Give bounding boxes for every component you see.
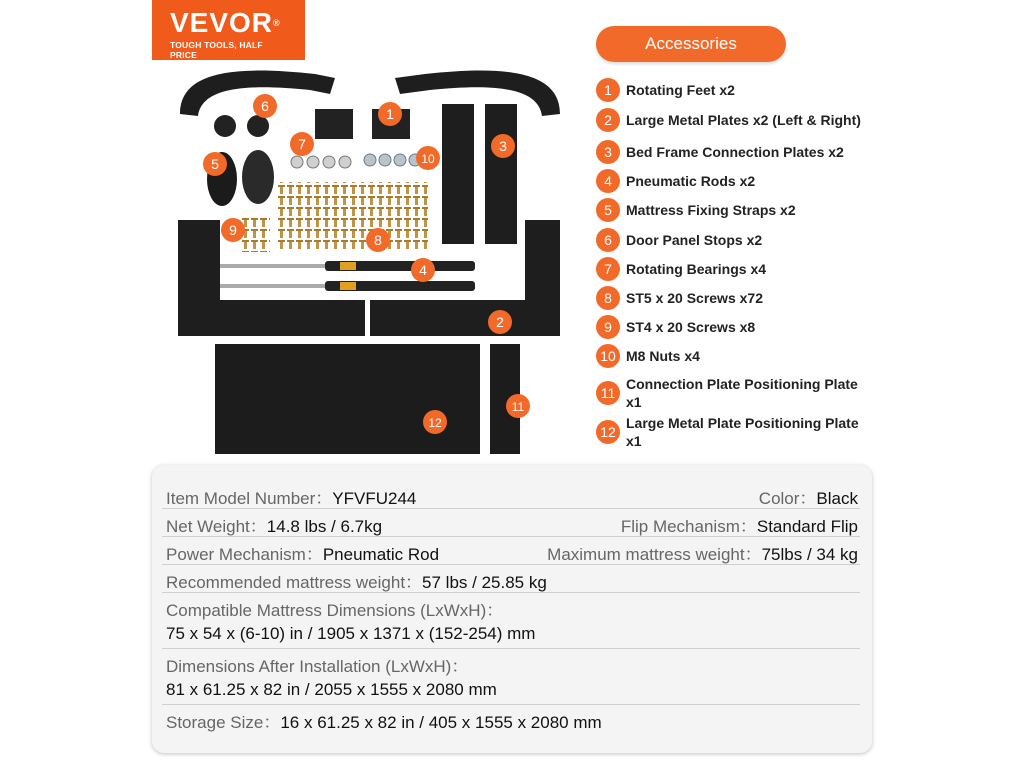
accessory-item — [596, 78, 866, 102]
accessory-item — [596, 108, 866, 132]
spec-key: Color： — [758, 489, 817, 508]
vevor-logo — [152, 0, 305, 60]
spec-card — [152, 465, 872, 753]
logo-tagline: TOUGH TOOLS, HALF PRICE — [170, 40, 263, 60]
registered-mark: ® — [273, 18, 281, 28]
accessory-label: Large Metal Plates x2 (Left & Right) — [626, 112, 861, 128]
accessory-item — [596, 257, 866, 281]
spec-value: Black — [816, 489, 858, 508]
accessory-number: 5 — [596, 198, 620, 222]
accessory-item — [596, 375, 866, 411]
accessory-label: Rotating Bearings x4 — [626, 261, 767, 277]
accessory-label: Large Metal Plate Positioning Plate x1 — [626, 415, 859, 449]
accessory-number: 6 — [596, 228, 620, 252]
divider — [162, 536, 860, 537]
spec-key: Maximum mattress weight： — [547, 545, 762, 564]
accessories-title: Accessories — [596, 26, 786, 62]
large-positioning-plate — [215, 344, 480, 454]
foot-bracket-left — [315, 109, 353, 139]
spec-key: Storage Size： — [166, 713, 281, 732]
accessory-number: 8 — [596, 286, 620, 310]
spec-row-recommended-weight — [166, 568, 858, 593]
spec-row-weight — [166, 512, 858, 537]
spec-value: 81 x 61.25 x 82 in / 2055 x 1555 x 2080 mm — [166, 680, 497, 699]
accessory-item — [596, 140, 866, 164]
spec-key: Flip Mechanism： — [620, 517, 757, 536]
accessory-number: 4 — [596, 169, 620, 193]
spec-key: Item Model Number： — [166, 489, 333, 508]
spec-row-compatible-key — [166, 596, 858, 621]
bearings — [291, 156, 351, 168]
pneumatic-rods — [220, 261, 475, 291]
screws-st5 — [278, 182, 428, 250]
accessory-label: ST5 x 20 Screws x72 — [626, 290, 763, 306]
spec-row-compatible-value — [166, 624, 858, 644]
spec-value: 14.8 lbs / 6.7kg — [266, 517, 383, 536]
spec-value: Pneumatic Rod — [322, 545, 440, 564]
divider — [162, 508, 860, 509]
accessory-number: 11 — [596, 381, 620, 405]
accessory-label: M8 Nuts x4 — [626, 348, 700, 364]
divider — [162, 648, 860, 649]
accessory-number: 3 — [596, 140, 620, 164]
spec-value: 75lbs / 34 kg — [761, 545, 858, 564]
spec-value: YFVFU244 — [332, 489, 417, 508]
svg-text:8: 8 — [374, 232, 382, 248]
svg-text:11: 11 — [511, 400, 525, 414]
spec-key: Power Mechanism： — [166, 545, 323, 564]
accessory-label: Door Panel Stops x2 — [626, 232, 763, 248]
svg-text:10: 10 — [421, 152, 435, 166]
accessory-number: 1 — [596, 78, 620, 102]
connection-plate-right — [485, 104, 517, 244]
door-stop-right — [247, 115, 269, 137]
spec-key: Recommended mattress weight： — [166, 573, 423, 592]
svg-text:12: 12 — [428, 416, 442, 430]
spec-value: 57 lbs / 25.85 kg — [422, 573, 547, 592]
accessory-item — [596, 286, 866, 310]
accessory-label: ST4 x 20 Screws x8 — [626, 319, 756, 335]
accessory-item — [596, 414, 866, 450]
accessory-number: 2 — [596, 108, 620, 132]
accessory-item — [596, 198, 866, 222]
spec-row-storage — [166, 708, 858, 733]
spec-value: 16 x 61.25 x 82 in / 405 x 1555 x 2080 mm — [280, 713, 602, 732]
accessory-item — [596, 315, 866, 339]
screws-st4 — [240, 216, 270, 252]
rotating-foot-right — [395, 71, 560, 116]
spec-key: Compatible Mattress Dimensions (LxWxH)： — [166, 601, 504, 620]
accessory-label: Mattress Fixing Straps x2 — [626, 202, 796, 218]
divider — [162, 592, 860, 593]
spec-key: Dimensions After Installation (LxWxH)： — [166, 657, 469, 676]
accessory-label: Connection Plate Positioning Plate x1 — [626, 376, 858, 410]
accessory-number: 9 — [596, 315, 620, 339]
accessory-label: Pneumatic Rods x2 — [626, 173, 756, 189]
spec-row-power — [166, 540, 858, 565]
accessory-label: Rotating Feet x2 — [626, 82, 735, 98]
svg-text:1: 1 — [386, 106, 394, 122]
spec-row-installed-value — [166, 680, 858, 700]
accessory-item — [596, 228, 866, 252]
spec-row-installed-key — [166, 652, 858, 677]
accessory-number: 10 — [596, 344, 620, 368]
spec-value: 75 x 54 x (6-10) in / 1905 x 1371 x (152-254) mm — [166, 624, 536, 643]
svg-text:7: 7 — [298, 136, 306, 152]
accessory-label: Bed Frame Connection Plates x2 — [626, 144, 844, 160]
svg-text:5: 5 — [211, 156, 219, 172]
divider — [162, 564, 860, 565]
strap-right — [242, 150, 274, 204]
connection-plate-left — [442, 104, 474, 244]
divider — [162, 704, 860, 705]
nuts — [364, 154, 421, 166]
accessory-item — [596, 169, 866, 193]
svg-text:4: 4 — [419, 262, 427, 278]
svg-text:6: 6 — [261, 98, 269, 114]
spec-key: Net Weight： — [166, 517, 267, 536]
svg-text:9: 9 — [229, 222, 237, 238]
logo-brand: VEVOR — [170, 7, 274, 38]
spec-value: Standard Flip — [756, 517, 858, 536]
accessory-number: 7 — [596, 257, 620, 281]
svg-text:3: 3 — [499, 138, 507, 154]
product-illustration — [160, 64, 580, 459]
accessory-item — [596, 344, 866, 368]
svg-text:2: 2 — [496, 314, 504, 330]
door-stop-left — [214, 115, 236, 137]
accessory-number: 12 — [596, 420, 620, 444]
spec-row-model — [166, 484, 858, 509]
